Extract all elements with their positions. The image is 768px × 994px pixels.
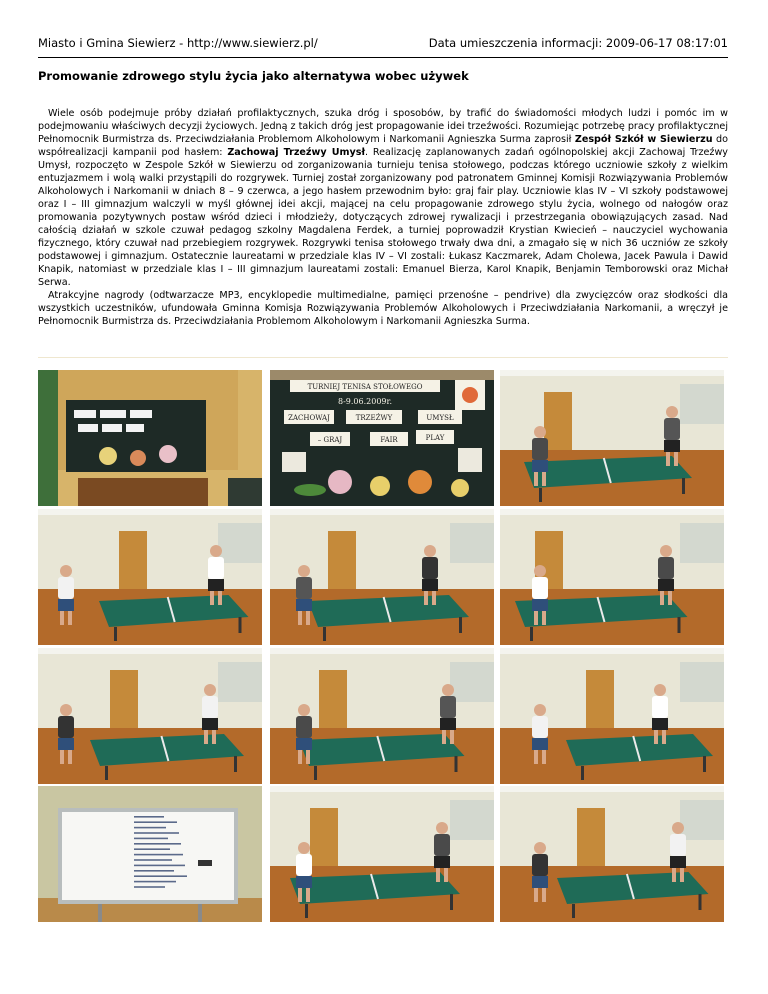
campaign-name: Zachowaj Trzeźwy Umysł bbox=[227, 147, 366, 158]
svg-text:FAIR: FAIR bbox=[380, 436, 398, 444]
svg-text:PLAY: PLAY bbox=[425, 434, 445, 442]
svg-text:UMYSŁ: UMYSŁ bbox=[426, 414, 454, 422]
gallery-photo bbox=[38, 648, 262, 784]
gallery-photo bbox=[38, 509, 262, 645]
publish-date: Data umieszczenia informacji: 2009-06-17 08:17:01 bbox=[428, 36, 728, 50]
gallery-photo bbox=[38, 786, 262, 922]
svg-text:– GRAJ: – GRAJ bbox=[317, 436, 343, 444]
gallery-photo bbox=[500, 648, 724, 784]
gallery-photo bbox=[270, 370, 494, 506]
site-name: Miasto i Gmina Siewierz - http://www.siewierz.pl/ bbox=[38, 36, 318, 50]
article-title: Promowanie zdrowego stylu życia jako alternatywa wobec używek bbox=[38, 69, 469, 83]
svg-text:TURNIEJ TENISA STOŁOWEGO: TURNIEJ TENISA STOŁOWEGO bbox=[307, 383, 423, 391]
article-paragraph-1: Wiele osób podejmuje próby działań profilaktycznych, szuka dróg i sposobów, by trafić do świadomości młodych ludzi i pomóc im w podejmowaniu właściwych decyzji życiowych. Jedną z takich dróg jest propagowanie idei trzeźwości. Rozumiejąc potrzebę pracy profilaktycznej Pełnomocnik Burmistrza ds. Przeciwdziałania Problemom Alkoholowym i Narkomanii Agnieszka Surma zaprosił Zespół Szkół w Siewierzu do współrealizacji kampanii pod hasłem: Zachowaj Trzeźwy Umysł. Realizację zaplanowanych zadań ogólnopolskiej akcji Zachowaj Trzeźwy Umysł, rozpoczęto w Zespole Szkół w Siewierzu od zorganizowania turnieju tenisa stołowego, podczas którego uczniowie szkoły z wielkim entuzjazmem i wolą walki przystąpili do rozgrywek. Turniej został zorganizowany pod patronatem Gminnej Komisji Rozwiązywania Problemów Alkoholowych i Narkomanii w dniach 8 – 9 czerwca, a jego hasłem przewodnim było: graj fair play. Uczniowie klas IV – VI szkoły podstawowej oraz I – III gimnazjum walczyli w myśl głównej idei akcji, mającej na celu propagowanie zdrowego stylu życia, wolnego od nałogów oraz promowania pozytywnych postaw wśród dzieci i młodzieży, dotyczących zdrowej rywalizacji i przestrzegania obowiązujących zasad. Nad całością działań w szkole czuwał pedagog szkolny Magdalena Ferdek, a turniej poprowadził Krystian Kwiecień – nauczyciel wychowania fizycznego, który czuwał nad przebiegiem rozgrywek. Rozgrywki tenisa stołowego trwały dwa dni, a zmagało się w nich 36 uczniów ze szkoły podstawowej i gimnazjum. Ostatecznie laureatami w przedziale klas IV – VI zostali: Łukasz Kaczmarek, Adam Cholewa, Jacek Pawula i Dawid Knapik, natomiast w przedziale klas I – III gimnazjum laureatami zostali: Emanuel Bierza, Karol Knapik, Benjamin Temborowski oraz Michał Serwa. bbox=[38, 108, 728, 288]
gallery-photo bbox=[38, 370, 262, 506]
gallery-photo bbox=[270, 648, 494, 784]
gallery-photo bbox=[500, 786, 724, 922]
school-name: Zespół Szkół w Siewierzu bbox=[574, 134, 713, 145]
gallery-photo bbox=[500, 509, 724, 645]
gallery-photo bbox=[270, 509, 494, 645]
svg-text:8-9.06.2009r.: 8-9.06.2009r. bbox=[338, 397, 392, 406]
svg-text:TRZEŹWY: TRZEŹWY bbox=[355, 414, 393, 422]
svg-text:ZACHOWAJ: ZACHOWAJ bbox=[288, 414, 330, 422]
gallery-photo bbox=[270, 786, 494, 922]
gallery-photo bbox=[500, 370, 724, 506]
article-paragraph-2: Atrakcyjne nagrody (odtwarzacze MP3, encyklopedie multimedialne, pamięci przenośne – pendrive) dla zwycięzców oraz słodkości dla wszystkich uczestników, ufundowała Gminna Komisja Rozwiązywania Problemów Alkoholowych i Przeciwdziałania Narkomanii, a wręczył je Pełnomocnik Burmistrza ds. Przeciwdziałania Problemom Alkoholowym i Narkomanii Agnieszka Surma. bbox=[38, 290, 728, 327]
